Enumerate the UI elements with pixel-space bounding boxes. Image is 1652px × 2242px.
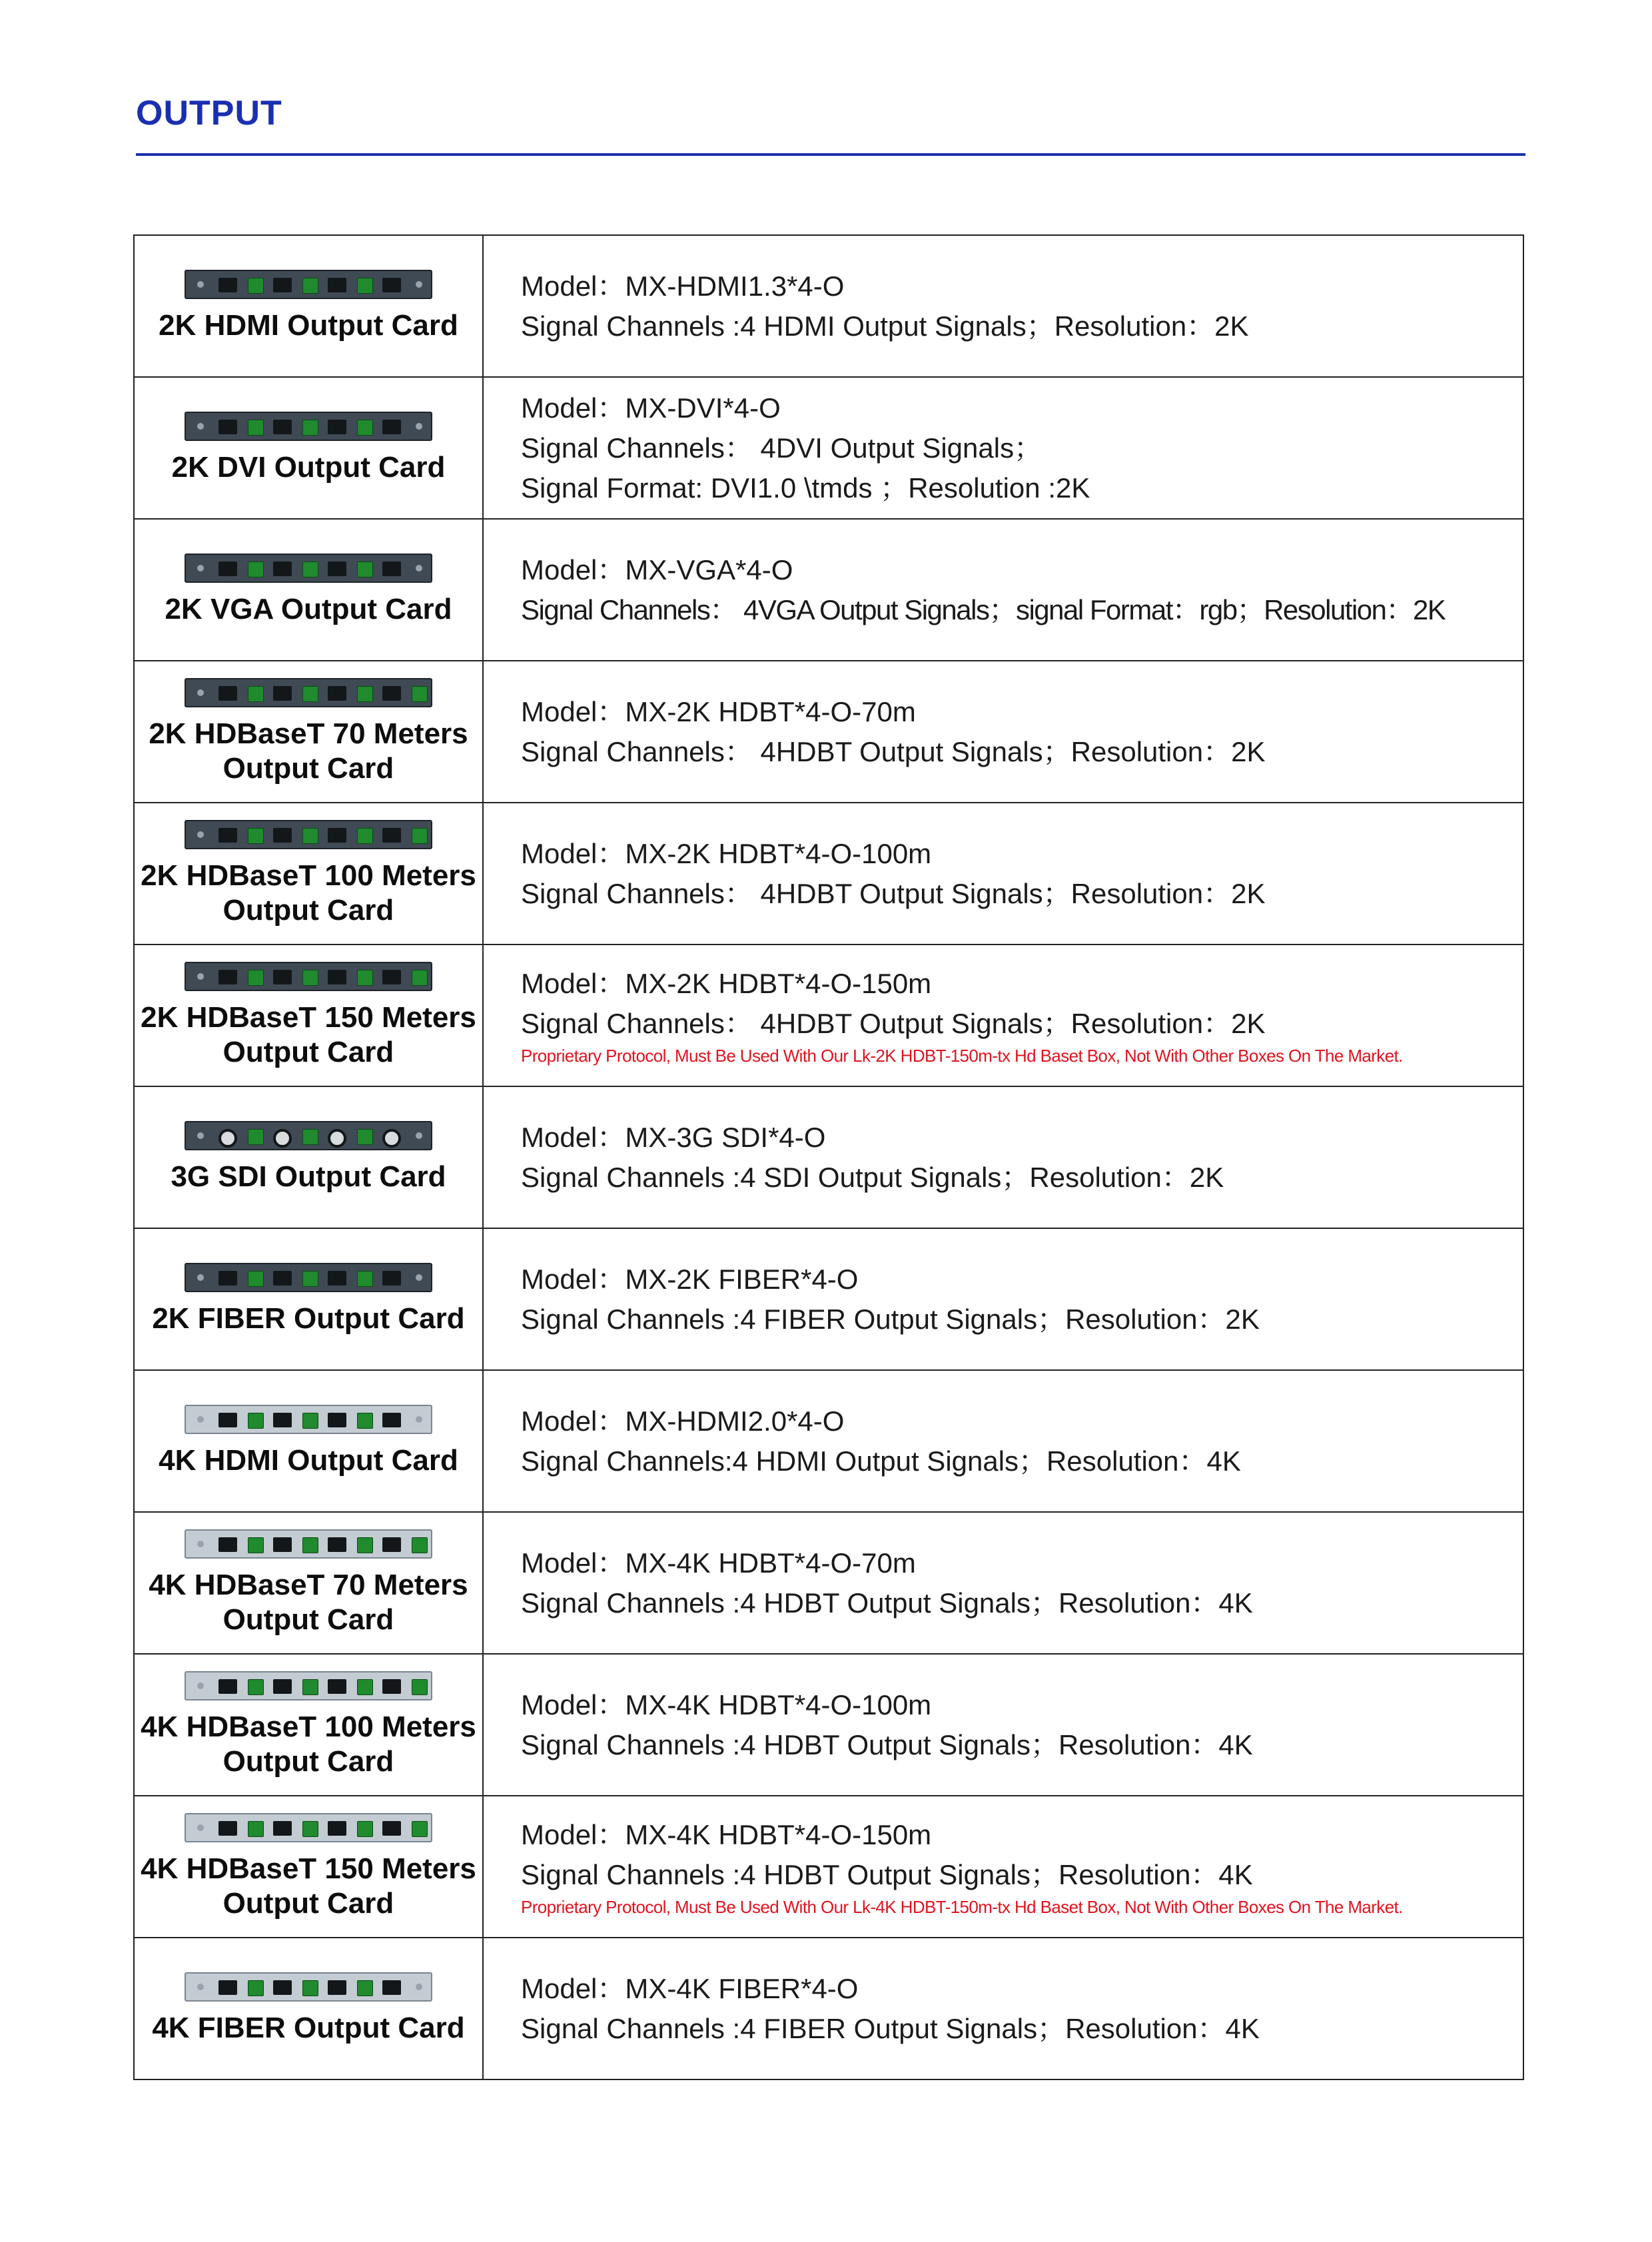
spec-cell	[483, 1228, 1523, 1370]
dvi-output-card-icon	[185, 412, 432, 441]
table-row	[134, 1086, 1523, 1228]
table-row	[134, 1512, 1523, 1654]
card-cell	[134, 1370, 483, 1512]
spec-text: Signal Channels： 4VGA Output Signals；signal Format：rgb；Resolution：2K	[521, 593, 1446, 625]
spec-cell	[483, 661, 1523, 803]
table-row	[134, 235, 1523, 377]
table-row	[134, 1796, 1523, 1938]
card-cell	[134, 1654, 483, 1796]
card-name: Output Card	[222, 1886, 394, 1920]
spec-text: Signal Channels :4 HDBT Output Signals；Resolution：4K	[521, 1728, 1253, 1760]
output-card-table	[133, 234, 1524, 2080]
card-name: 4K FIBER Output Card	[152, 2011, 465, 2044]
table-row	[134, 1370, 1523, 1512]
table-row	[134, 519, 1523, 661]
model-text: Model：MX-2K FIBER*4-O	[521, 1263, 859, 1295]
card-cell	[134, 519, 483, 661]
card-name: 3G SDI Output Card	[171, 1160, 446, 1193]
model-text: Model：MX-DVI*4-O	[521, 392, 781, 424]
card-cell	[134, 1228, 483, 1370]
spec-cell	[483, 944, 1523, 1086]
card-name: 2K FIBER Output Card	[152, 1302, 465, 1335]
spec-text: Signal Channels :4 FIBER Output Signals；Resolution：4K	[521, 2012, 1260, 2044]
spec-cell	[483, 1938, 1523, 2079]
spec-cell	[483, 235, 1523, 377]
table-row	[134, 803, 1523, 944]
sdi-output-card-icon	[185, 1121, 432, 1150]
card-cell	[134, 1796, 483, 1938]
model-text: Model：MX-2K HDBT*4-O-70m	[521, 695, 916, 727]
card-name: 2K HDBaseT 100 Meters	[141, 859, 476, 892]
table-row	[134, 377, 1523, 519]
spec-cell	[483, 1086, 1523, 1228]
spec-text: Signal Channels :4 SDI Output Signals；Resolution：2K	[521, 1161, 1224, 1193]
spec-cell	[483, 1370, 1523, 1512]
spec-text: Signal Format: DVI1.0 \tmds ；Resolution :2K	[521, 472, 1090, 504]
fiber-output-card-icon	[185, 1972, 432, 2002]
table-row	[134, 1654, 1523, 1796]
model-text: Model：MX-4K HDBT*4-O-70m	[521, 1547, 916, 1579]
hdbaset-output-card-icon	[185, 1813, 432, 1842]
card-cell	[134, 1512, 483, 1654]
table-row	[134, 1938, 1523, 2079]
protocol-note: Proprietary Protocol, Must Be Used With Our Lk-2K HDBT-150m-tx Hd Baset Box, Not With Other Boxes On The Market.	[521, 1045, 1403, 1066]
model-text: Model：MX-HDMI1.3*4-O	[521, 270, 845, 302]
spec-text: Signal Channels： 4HDBT Output Signals；Resolution：2K	[521, 735, 1266, 767]
card-cell	[134, 944, 483, 1086]
card-name: Output Card	[222, 1603, 394, 1636]
spec-text: Signal Channels： 4HDBT Output Signals；Resolution：2K	[521, 1007, 1266, 1039]
spec-text: Signal Channels :4 FIBER Output Signals；Resolution：2K	[521, 1303, 1260, 1335]
card-name: 4K HDBaseT 70 Meters	[149, 1568, 468, 1601]
heading-divider	[136, 153, 1525, 156]
spec-text: Signal Channels:4 HDMI Output Signals；Resolution：4K	[521, 1445, 1241, 1477]
card-cell	[134, 661, 483, 803]
table-row	[134, 1228, 1523, 1370]
spec-cell	[483, 1796, 1523, 1938]
model-text: Model：MX-4K FIBER*4-O	[521, 1972, 859, 2004]
card-name: 2K DVI Output Card	[171, 450, 446, 484]
hdmi-output-card-icon	[185, 1405, 432, 1434]
hdbaset-output-card-icon	[185, 678, 432, 707]
spec-cell	[483, 377, 1523, 519]
model-text: Model：MX-4K HDBT*4-O-150m	[521, 1818, 932, 1850]
spec-text: Signal Channels :4 HDBT Output Signals；Resolution：4K	[521, 1587, 1253, 1619]
spec-text: Signal Channels： 4DVI Output Signals；	[521, 432, 1042, 464]
model-text: Model：MX-3G SDI*4-O	[521, 1121, 826, 1153]
card-name: Output Card	[222, 1035, 394, 1068]
page-heading: OUTPUT	[136, 94, 282, 133]
card-name: 4K HDBaseT 150 Meters	[141, 1852, 476, 1885]
spec-cell	[483, 1512, 1523, 1654]
spec-cell	[483, 519, 1523, 661]
card-cell	[134, 377, 483, 519]
hdmi-output-card-icon	[185, 270, 432, 299]
spec-cell	[483, 803, 1523, 944]
model-text: Model：MX-HDMI2.0*4-O	[521, 1405, 845, 1437]
hdbaset-output-card-icon	[185, 1529, 432, 1559]
card-cell	[134, 803, 483, 944]
card-name: 4K HDMI Output Card	[159, 1443, 458, 1477]
card-cell	[134, 235, 483, 377]
hdbaset-output-card-icon	[185, 1671, 432, 1700]
card-name: Output Card	[222, 751, 394, 785]
hdbaset-output-card-icon	[185, 820, 432, 849]
fiber-output-card-icon	[185, 1263, 432, 1292]
card-name: 2K VGA Output Card	[165, 592, 452, 625]
card-name: Output Card	[222, 893, 394, 927]
protocol-note: Proprietary Protocol, Must Be Used With Our Lk-4K HDBT-150m-tx Hd Baset Box, Not With Other Boxes On The Market.	[521, 1896, 1403, 1917]
card-cell	[134, 1938, 483, 2079]
card-name: 2K HDMI Output Card	[159, 308, 458, 342]
card-name: 4K HDBaseT 100 Meters	[141, 1710, 476, 1743]
card-name: 2K HDBaseT 150 Meters	[141, 1000, 476, 1034]
table-row	[134, 944, 1523, 1086]
vga-output-card-icon	[185, 554, 432, 583]
model-text: Model：MX-2K HDBT*4-O-100m	[521, 837, 932, 869]
hdbaset-output-card-icon	[185, 962, 432, 991]
model-text: Model：MX-2K HDBT*4-O-150m	[521, 967, 932, 999]
model-text: Model：MX-VGA*4-O	[521, 554, 793, 585]
card-name: Output Card	[222, 1744, 394, 1778]
spec-cell	[483, 1654, 1523, 1796]
spec-text: Signal Channels： 4HDBT Output Signals；Resolution：2K	[521, 877, 1266, 909]
table-row	[134, 661, 1523, 803]
model-text: Model：MX-4K HDBT*4-O-100m	[521, 1688, 932, 1720]
spec-text: Signal Channels :4 HDMI Output Signals；Resolution：2K	[521, 310, 1249, 342]
card-name: 2K HDBaseT 70 Meters	[149, 717, 468, 750]
card-cell	[134, 1086, 483, 1228]
spec-text: Signal Channels :4 HDBT Output Signals；Resolution：4K	[521, 1858, 1253, 1890]
